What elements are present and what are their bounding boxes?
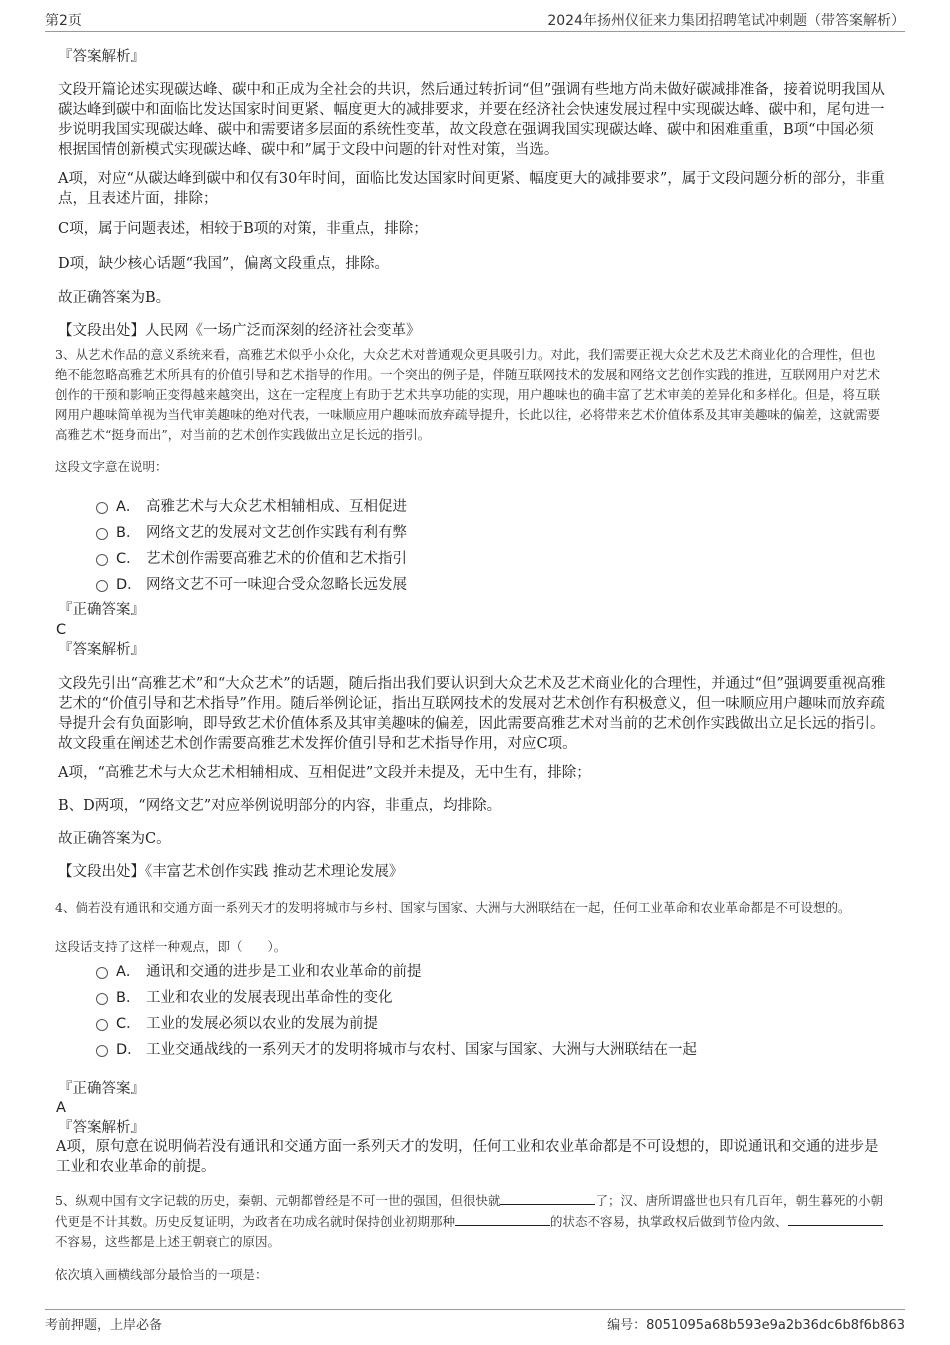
option-text: 工业交通战线的一系列天才的发明将城市与农村、国家与国家、大洲与大洲联结在一起 [146,1041,697,1058]
radio-icon[interactable] [96,1045,108,1057]
q3-option-b[interactable] [96,520,407,542]
q3-analysis-label: 『答案解析』 [58,642,145,658]
option-letter: B． [116,524,141,541]
q3-analysis-p1: 文段先引出“高雅艺术”和“大众艺术”的话题，随后指出我们要认识到大众艺术及艺术商业化的合理性，并通过“但”强调要重视高雅艺术的“价值引导和艺术指导”作用。随后举例论证，指出互联网技术的发展对艺术创作有积极意义，但一味顺应用户趣味而放弃疏导提升会有负面影响，即导致艺术价值体系及其审美趣味的偏差，因此需要高雅艺术对当前的艺术创作实践做出立足长远的指引。故文段重在阐述艺术创作需要高雅艺术发挥价值引导和艺术指导作用，对应C项。 [58,676,886,752]
q5-stem-part2: 了；汉、唐所谓盛世也只有几百年，朝生暮死的小朝代更是不计其数。历史反复证明，为政者在功成名就时保持创业初期那种 [55,1193,883,1229]
q5-stem-part1: 5、纵观中国有文字记载的历史，秦朝、元朝都曾经是不可一世的强国，但很快就 [55,1193,501,1208]
q4-option-a[interactable] [96,959,422,981]
q2-analysis-p2: A项，对应“从碳达峰到碳中和仅有30年时间，面临比发达国家时间更紧、幅度更大的减排要求”，属于文段问题分析的部分，非重点，且表述片面，排除； [58,171,885,207]
q2-analysis-label: 『答案解析』 [58,49,145,65]
option-letter: D． [116,576,142,593]
q4-analysis-p1: A项，原句意在说明倘若没有通讯和交通方面一系列天才的发明，任何工业和农业革命都是不可设想的，即说通讯和交通的进步是工业和农业革命的前提。 [56,1139,879,1175]
q2-analysis-p1: 文段开篇论述实现碳达峰、碳中和正成为全社会的共识，然后通过转折词“但”强调有些地方尚未做好碳减排准备，接着说明我国从碳达峰到碳中和面临比发达国家时间更紧、幅度更大的减排要求，并要在经济社会快速发展过程中实现碳达峰、碳中和，尾句进一步说明我国实现碳达峰、碳中和需要诸多层面的系统性变革，故文段意在强调我国实现碳达峰、碳中和困难重重，B项“中国必须根据国情创新模式实现碳达峰、碳中和”属于文段中问题的针对性对策，当选。 [58,82,885,158]
option-text: 网络文艺的发展对文艺创作实践有利有弊 [146,524,407,541]
q4-option-d[interactable] [96,1037,697,1059]
header-divider [45,31,905,32]
q4-option-b[interactable] [96,985,393,1007]
radio-icon[interactable] [96,528,108,540]
q2-analysis-p3: C项，属于问题表述，相较于B项的对策，非重点，排除； [58,221,428,237]
blank-3[interactable] [788,1211,883,1226]
q4-prompt: 这段话支持了这样一种观点，即（ ）。 [55,939,287,954]
option-text: 艺术创作需要高雅艺术的价值和艺术指引 [146,550,407,567]
option-text: 工业的发展必须以农业的发展为前提 [146,1015,378,1032]
q3-answer-summary: 故正确答案为C。 [58,831,171,847]
q3-answer: C [56,622,67,638]
q3-option-d[interactable] [96,572,407,594]
blank-2[interactable] [455,1211,550,1226]
q4-stem: 4、倘若没有通讯和交通方面一系列天才的发明将城市与乡村、国家与国家、大洲与大洲联结在一起，任何工业革命和农业革命都是不可设想的。 [55,900,851,915]
q4-analysis-label: 『答案解析』 [58,1120,145,1136]
footer-slogan: 考前押题，上岸必备 [45,1318,163,1333]
option-text: 高雅艺术与大众艺术相辅相成、互相促进 [146,498,407,515]
q3-stem: 3、从艺术作品的意义系统来看，高雅艺术似乎小众化，大众艺术对普通观众更具吸引力。对此，我们需要正视大众艺术及艺术商业化的合理性，但也绝不能忽略高雅艺术所具有的价值引导和艺术指导的作用。一个突出的例子是，伴随互联网技术的发展和网络文艺创作实践的推进，互联网用户对艺术创作的干预和影响正变得越来越突出，这在一定程度上有助于艺术共享功能的实现，用户趣味也的确丰富了艺术审美的差异化和多样化。但是，将互联网用户趣味简单视为当代审美趣味的绝对代表，一味顺应用户趣味而放弃疏导提升，长此以往，必将带来艺术价值体系及其审美趣味的偏差，这就需要高雅艺术“挺身而出”，对当前的艺术创作实践做出立足长远的指引。 [55,347,881,442]
q3-option-c[interactable] [96,546,407,568]
q2-analysis-p4: D项，缺少核心话题“我国”，偏离文段重点，排除。 [58,256,389,272]
option-letter: D． [116,1041,142,1058]
q3-prompt: 这段文字意在说明： [55,459,168,474]
option-text: 工业和农业的发展表现出革命性的变化 [146,989,393,1006]
q3-answer-label: 『正确答案』 [58,602,145,618]
q4-answer: A [56,1100,66,1116]
q4-option-c[interactable] [96,1011,378,1033]
option-text: 网络文艺不可一味迎合受众忽略长远发展 [146,576,407,593]
document-title: 2024年扬州仪征来力集团招聘笔试冲刺题（带答案解析） [547,13,905,29]
option-letter: C． [116,1015,141,1032]
blank-1[interactable] [500,1190,595,1205]
footer-divider [45,1309,905,1310]
option-letter: A． [116,498,141,515]
q2-source: 【文段出处】人民网《一场广泛而深刻的经济社会变革》 [58,323,421,339]
q3-analysis-p3: B、D两项，“网络文艺”对应举例说明部分的内容，非重点，均排除。 [58,798,502,814]
footer-doc-id: 编号：8051095a68b593e9a2b36dc6b8f6b863 [607,1318,905,1333]
option-letter: C． [116,550,141,567]
option-letter: A． [116,963,141,980]
q5-prompt: 依次填入画横线部分最恰当的一项是： [55,1267,268,1282]
radio-icon[interactable] [96,580,108,592]
q2-answer-summary: 故正确答案为B。 [58,290,171,306]
option-text: 通讯和交通的进步是工业和农业革命的前提 [146,963,422,980]
q5-stem [55,1190,885,1252]
radio-icon[interactable] [96,1019,108,1031]
option-letter: B． [116,989,141,1006]
q3-option-a[interactable] [96,494,407,516]
q5-stem-part3: 的状态不容易，执掌政权后做到节俭内敛、 [550,1214,788,1229]
page-number: 第2页 [45,13,82,29]
q5-stem-part4: 不容易，这些都是上述王朝衰亡的原因。 [55,1234,281,1249]
radio-icon[interactable] [96,502,108,514]
q3-analysis-p2: A项，“高雅艺术与大众艺术相辅相成、互相促进”文段并未提及，无中生有，排除； [58,765,591,781]
radio-icon[interactable] [96,967,108,979]
q3-source: 【文段出处】《丰富艺术创作实践 推动艺术理论发展》 [58,864,404,880]
radio-icon[interactable] [96,993,108,1005]
q4-answer-label: 『正确答案』 [58,1081,145,1097]
radio-icon[interactable] [96,554,108,566]
